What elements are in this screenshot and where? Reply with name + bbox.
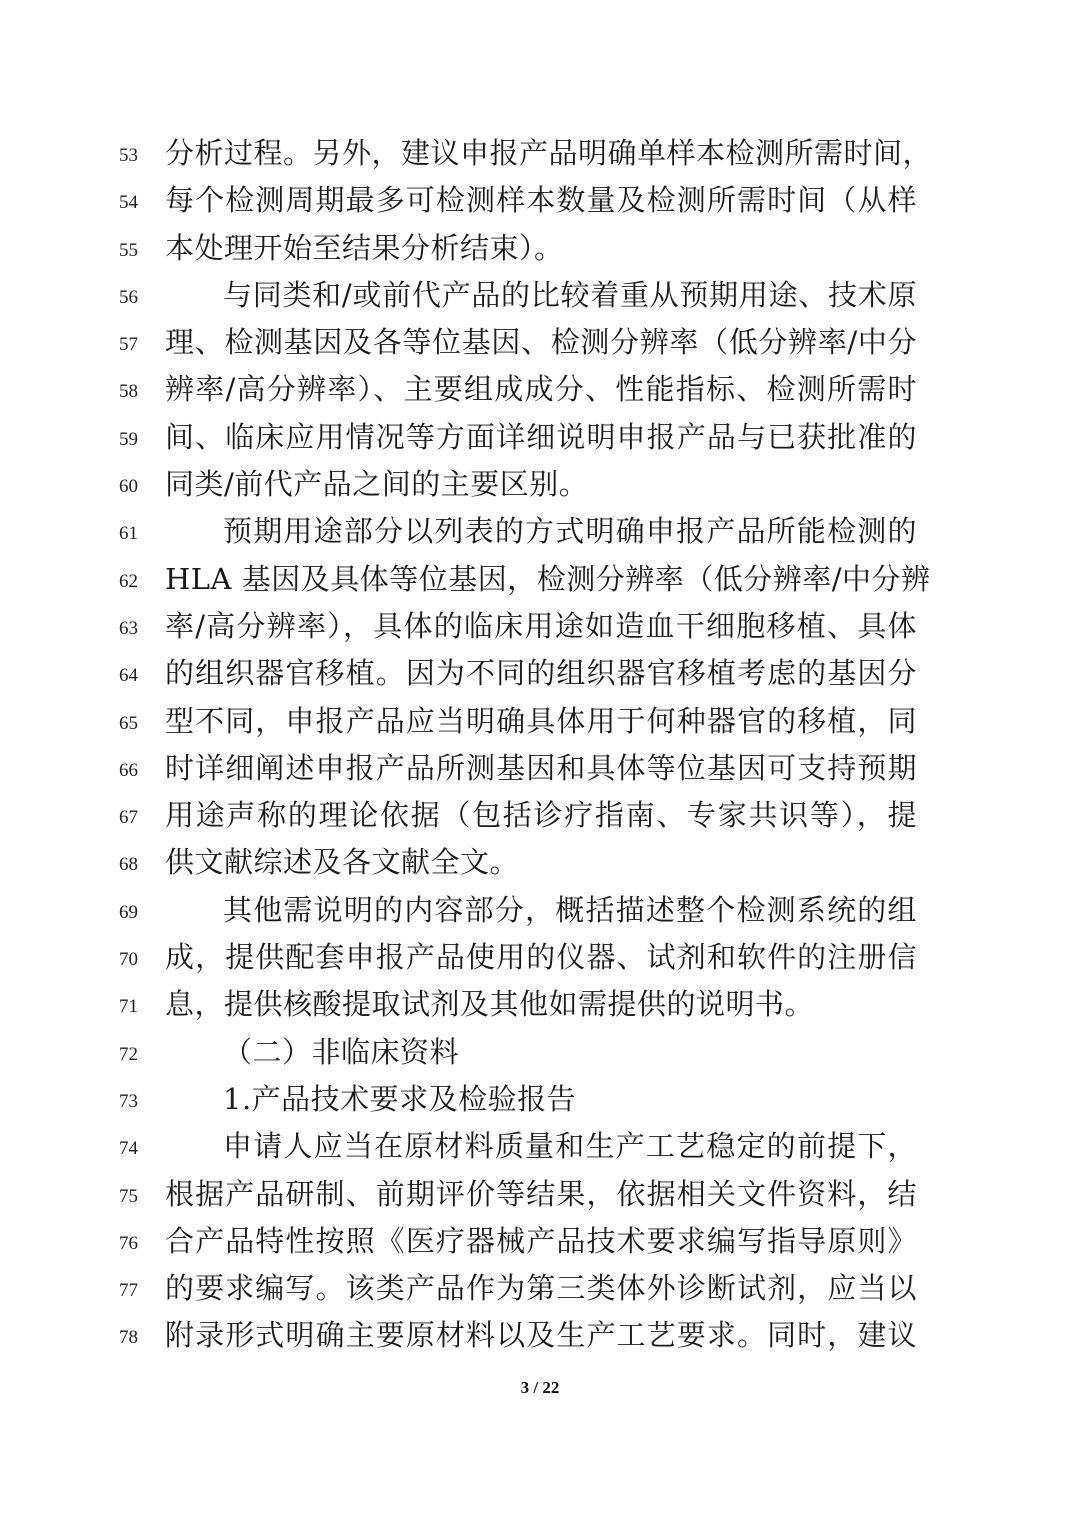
line-text: 用途声称的理论依据（包括诊疗指南、专家共识等），提 <box>165 798 917 833</box>
line-number: 61 <box>119 523 138 545</box>
text-line <box>0 1172 1080 1219</box>
line-number: 72 <box>119 1043 138 1065</box>
line-number: 73 <box>119 1090 138 1112</box>
text-body <box>0 131 1080 1361</box>
line-text: 的要求编写。该类产品作为第三类体外诊断试剂，应当以 <box>165 1271 917 1306</box>
line-number: 59 <box>119 428 138 450</box>
line-number: 75 <box>119 1185 138 1207</box>
line-text: 其他需说明的内容部分，概括描述整个检测系统的组 <box>223 892 917 927</box>
section-heading: （二）非临床资料 <box>223 1034 460 1069</box>
line-text: 时详细阐述申报产品所测基因和具体等位基因可支持预期 <box>165 750 917 785</box>
line-number: 64 <box>119 665 138 687</box>
section-heading-line <box>0 1030 1080 1077</box>
text-line <box>0 1313 1080 1360</box>
line-number: 63 <box>119 617 138 639</box>
text-line <box>0 415 1080 462</box>
line-number: 65 <box>119 712 138 734</box>
line-text: 率/高分辨率），具体的临床用途如造血干细胞移植、具体 <box>165 608 917 643</box>
line-number: 67 <box>119 807 138 829</box>
text-line <box>0 604 1080 651</box>
line-text: 根据产品研制、前期评价等结果，依据相关文件资料，结 <box>165 1176 917 1211</box>
text-line <box>0 1219 1080 1266</box>
text-line <box>0 793 1080 840</box>
line-number: 58 <box>119 381 138 403</box>
line-text: 与同类和/或前代产品的比较着重从预期用途、技术原 <box>223 277 917 312</box>
line-number: 69 <box>119 901 138 923</box>
text-line <box>0 509 1080 556</box>
text-line <box>0 651 1080 698</box>
line-number: 57 <box>119 334 138 356</box>
line-text: 间、临床应用情况等方面详细说明申报产品与已获批准的 <box>165 419 917 454</box>
text-line <box>0 888 1080 935</box>
subsection-heading-line <box>0 1077 1080 1124</box>
line-number: 68 <box>119 854 138 876</box>
line-text: 成，提供配套申报产品使用的仪器、试剂和软件的注册信 <box>165 940 917 975</box>
subsection-heading: 1.产品技术要求及检验报告 <box>223 1081 577 1116</box>
line-text: 分析过程。另外，建议申报产品明确单样本检测所需时间， <box>165 136 933 170</box>
text-line <box>0 935 1080 982</box>
text-line <box>0 699 1080 746</box>
line-number: 66 <box>119 759 138 781</box>
line-text: 型不同，申报产品应当明确具体用于何种器官的移植，同 <box>165 703 917 738</box>
text-line <box>0 462 1080 509</box>
line-number: 71 <box>119 996 138 1018</box>
line-number: 55 <box>119 239 138 261</box>
line-number: 53 <box>119 145 138 166</box>
text-line <box>0 746 1080 793</box>
line-text: 申请人应当在原材料质量和生产工艺稳定的前提下， <box>223 1129 917 1164</box>
line-text: 合产品特性按照《医疗器械产品技术要求编写指导原则》 <box>165 1223 917 1258</box>
line-number: 62 <box>119 570 138 592</box>
text-line <box>0 982 1080 1029</box>
text-line <box>0 1124 1080 1171</box>
line-text: 供文献综述及各文献全文。 <box>165 845 520 880</box>
line-text: 同类/前代产品之间的主要区别。 <box>165 467 589 502</box>
line-text: 的组织器官移植。因为不同的组织器官移植考虑的基因分 <box>165 656 917 691</box>
text-line <box>0 367 1080 414</box>
line-number: 77 <box>119 1280 138 1302</box>
line-text: 辨率/高分辨率）、主要组成成分、性能指标、检测所需时 <box>165 372 917 407</box>
line-text: 本处理开始至结果分析结束）。 <box>165 230 564 265</box>
line-text: 附录形式明确主要原材料以及生产工艺要求。同时，建议 <box>165 1318 917 1353</box>
line-number: 56 <box>119 286 138 308</box>
line-number: 54 <box>119 192 138 214</box>
line-number: 74 <box>119 1138 138 1160</box>
line-number: 76 <box>119 1232 138 1254</box>
text-line <box>0 131 1080 178</box>
text-line <box>0 178 1080 225</box>
line-number: 78 <box>119 1327 138 1349</box>
text-line <box>0 1266 1080 1313</box>
line-text: 息，提供核酸提取试剂及其他如需提供的说明书。 <box>165 987 815 1022</box>
page-number: 3 / 22 <box>520 1378 560 1397</box>
text-line <box>0 226 1080 273</box>
text-line <box>0 840 1080 887</box>
line-number: 60 <box>119 476 138 498</box>
text-line <box>0 273 1080 320</box>
line-text: HLA 基因及具体等位基因，检测分辨率（低分辨率/中分辨 <box>165 561 931 596</box>
text-line <box>0 557 1080 604</box>
line-text: 每个检测周期最多可检测样本数量及检测所需时间（从样 <box>165 183 917 218</box>
line-number: 70 <box>119 949 138 971</box>
line-text: 预期用途部分以列表的方式明确申报产品所能检测的 <box>223 514 917 549</box>
line-text: 理、检测基因及各等位基因、检测分辨率（低分辨率/中分 <box>165 325 917 360</box>
text-line <box>0 320 1080 367</box>
